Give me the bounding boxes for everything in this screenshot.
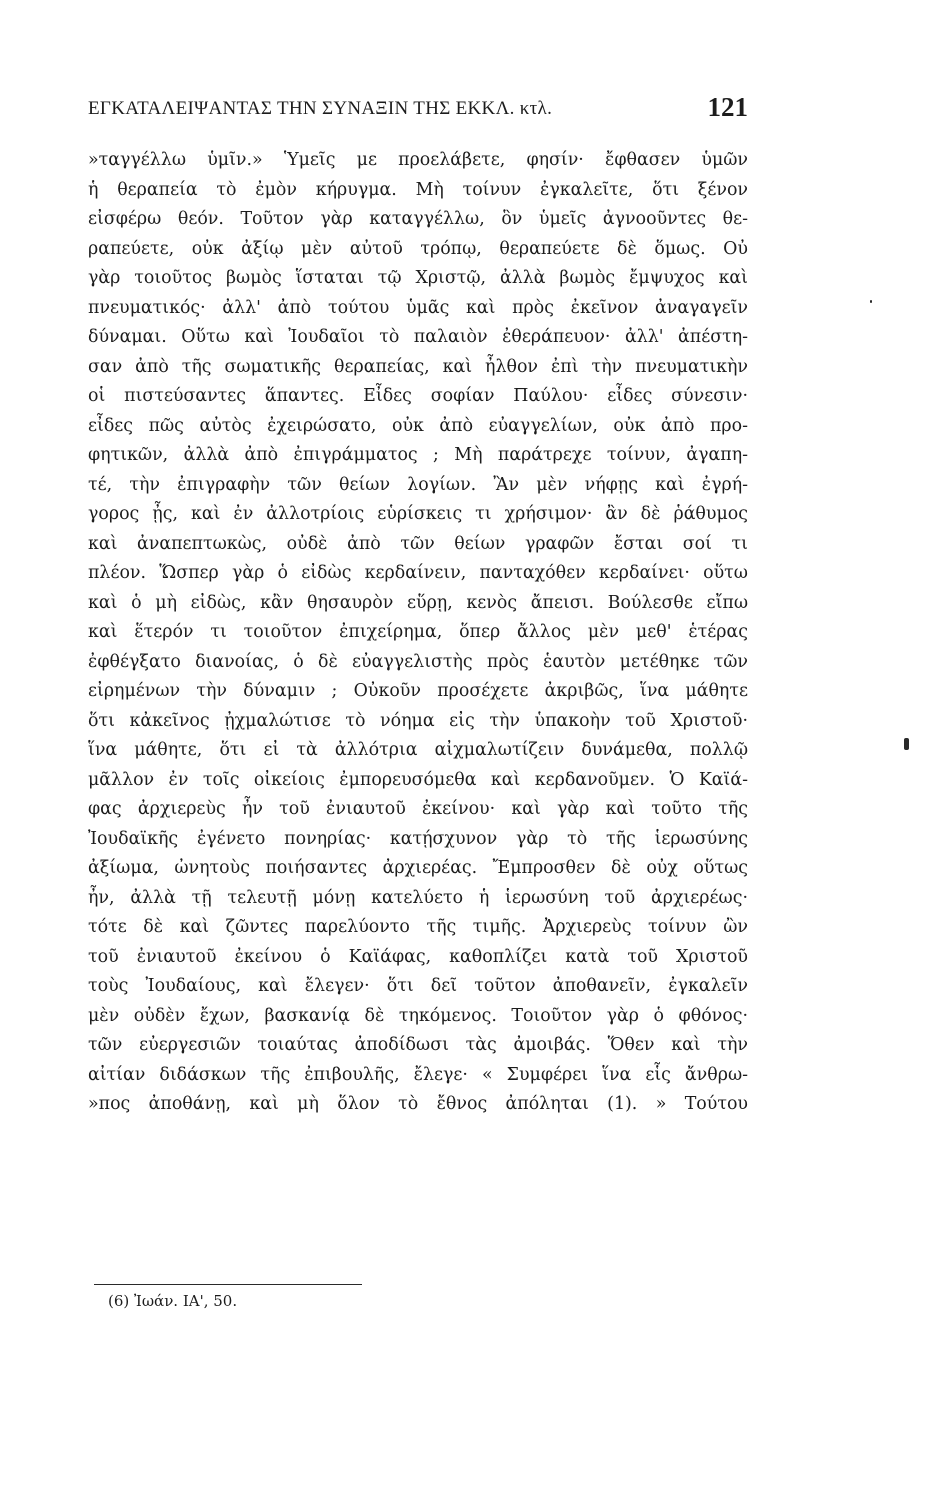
margin-speck (904, 738, 909, 750)
running-title: ΕΓΚΑΤΑΛΕΙΨΑΝΤΑΣ ΤΗΝ ΣΥΝΑΞΙΝ ΤΗΣ ΕΚΚΛ. κτλ. (88, 98, 553, 119)
body-text (88, 146, 748, 1120)
text-line: ἵνα μάθητε, ὅτι εἰ τὰ ἀλλότρια αἰχμαλωτίζειν δυνάμεθα, πολλῷ (88, 740, 748, 760)
text-line: γορος ᾖς, καὶ ἐν ἀλλοτρίοις εὑρίσκεις τι χρήσιμον· ἂν δὲ ῥάθυμος (88, 504, 748, 524)
text-line: μὲν οὐδὲν ἔχων, βασκανίᾳ δὲ τηκόμενος. Τοιοῦτον γὰρ ὁ φθόνος· (88, 1005, 748, 1026)
text-line: ἐφθέγξατο διανοίας, ὁ δὲ εὐαγγελιστὴς πρὸς ἑαυτὸν μετέθηκε τῶν (88, 651, 748, 672)
text-line: τότε δὲ καὶ ζῶντες παρελύοντο τῆς τιμῆς. Ἀρχιερεὺς τοίνυν ὢν (88, 917, 748, 937)
text-line: γὰρ τοιοῦτος βωμὸς ἵσταται τῷ Χριστῷ, ἀλλὰ βωμὸς ἔμψυχος καὶ (88, 268, 748, 288)
text-line: σαν ἀπὸ τῆς σωματικῆς θεραπείας, καὶ ἦλθον ἐπὶ τὴν πνευματικὴν (88, 356, 748, 377)
text-line: φας ἀρχιερεὺς ἦν τοῦ ἐνιαυτοῦ ἐκείνου· καὶ γὰρ καὶ τοῦτο τῆς (88, 799, 748, 819)
text-line: καὶ ὁ μὴ εἰδὼς, κἂν θησαυρὸν εὕρῃ, κενὸς ἄπεισι. Βούλεσθε εἴπω (88, 592, 748, 613)
text-line: αἰτίαν διδάσκων τῆς ἐπιβουλῆς, ἔλεγε· « Συμφέρει ἵνα εἷς ἄνθρω- (88, 1064, 748, 1085)
footnote: (6) Ἰωάν. ΙΑ', 50. (108, 1292, 238, 1310)
page-header (88, 92, 748, 128)
text-line: οἱ πιστεύσαντες ἅπαντες. Εἶδες σοφίαν Παύλου· εἶδες σύνεσιν· (88, 386, 748, 406)
text-line: τέ, τὴν ἐπιγραφὴν τῶν θείων λογίων. Ἂν μὲν νήφῃς καὶ ἐγρή- (88, 474, 748, 495)
text-line: πνευματικός· ἀλλ' ἀπὸ τούτου ὑμᾶς καὶ πρὸς ἐκεῖνον ἀναγαγεῖν (88, 297, 748, 318)
text-line: καὶ ἀναπεπτωκὼς, οὐδὲ ἀπὸ τῶν θείων γραφῶν ἔσται σοί τι (88, 533, 748, 554)
text-line: ἦν, ἀλλὰ τῇ τελευτῇ μόνῃ κατελύετο ἡ ἱερωσύνη τοῦ ἀρχιερέως· (88, 887, 748, 908)
text-line: μᾶλλον ἐν τοῖς οἰκείοις ἐμπορευσόμεθα καὶ κερδανοῦμεν. Ὁ Καϊά- (88, 769, 748, 790)
text-line: εἰσφέρω θεόν. Τοῦτον γὰρ καταγγέλλω, ὃν ὑμεῖς ἀγνοοῦντες θε- (88, 209, 748, 229)
footnote-divider (94, 1284, 362, 1285)
text-line: ἡ θεραπεία τὸ ἐμὸν κήρυγμα. Μὴ τοίνυν ἐγκαλεῖτε, ὅτι ξένον (88, 179, 748, 200)
text-line: Ἰουδαϊκῆς ἐγένετο πονηρίας· κατῄσχυνον γὰρ τὸ τῆς ἱερωσύνης (88, 828, 748, 849)
text-line: ἀξίωμα, ὠνητοὺς ποιήσαντες ἀρχιερέας. Ἔμπροσθεν δὲ οὐχ οὕτως (88, 858, 748, 878)
text-line: »πος ἀποθάνῃ, καὶ μὴ ὅλον τὸ ἔθνος ἀπόληται (1). » Τούτου (88, 1094, 748, 1114)
text-line: τῶν εὐεργεσιῶν τοιαύτας ἀποδίδωσι τὰς ἀμοιβάς. Ὅθεν καὶ τὴν (88, 1035, 748, 1055)
page-number: 121 (707, 92, 748, 122)
text-line: ὅτι κἀκεῖνος ᾐχμαλώτισε τὸ νόημα εἰς τὴν ὑπακοὴν τοῦ Χριστοῦ· (88, 710, 748, 731)
text-line: ραπεύετε, οὐκ ἀξίῳ μὲν αὐτοῦ τρόπῳ, θεραπεύετε δὲ ὅμως. Οὐ (88, 238, 748, 259)
text-line: εἶδες πῶς αὐτὸς ἐχειρώσατο, οὐκ ἀπὸ εὐαγγελίων, οὐκ ἀπὸ προ- (88, 415, 748, 436)
text-line: πλέον. Ὥσπερ γὰρ ὁ εἰδὼς κερδαίνειν, πανταχόθεν κερδαίνει· οὕτω (88, 563, 748, 583)
text-line: δύναμαι. Οὕτω καὶ Ἰουδαῖοι τὸ παλαιὸν ἐθεράπευον· ἀλλ' ἀπέστη- (88, 327, 748, 347)
text-line: τοῦ ἐνιαυτοῦ ἐκείνου ὁ Καϊάφας, καθοπλίζει κατὰ τοῦ Χριστοῦ (88, 946, 748, 967)
text-line: καὶ ἕτερόν τι τοιοῦτον ἐπιχείρημα, ὅπερ ἄλλος μὲν μεθ' ἑτέρας (88, 622, 748, 642)
margin-speck (870, 300, 872, 303)
text-line: »ταγγέλλω ὑμῖν.» Ὑμεῖς με προελάβετε, φησίν· ἔφθασεν ὑμῶν (88, 150, 748, 170)
text-line: φητικῶν, ἀλλὰ ἀπὸ ἐπιγράμματος ; Μὴ παράτρεχε τοίνυν, ἀγαπη- (88, 445, 748, 465)
text-line: τοὺς Ἰουδαίους, καὶ ἔλεγεν· ὅτι δεῖ τοῦτον ἀποθανεῖν, ἐγκαλεῖν (88, 976, 748, 996)
text-line: εἰρημένων τὴν δύναμιν ; Οὐκοῦν προσέχετε ἀκριβῶς, ἵνα μάθητε (88, 681, 748, 701)
